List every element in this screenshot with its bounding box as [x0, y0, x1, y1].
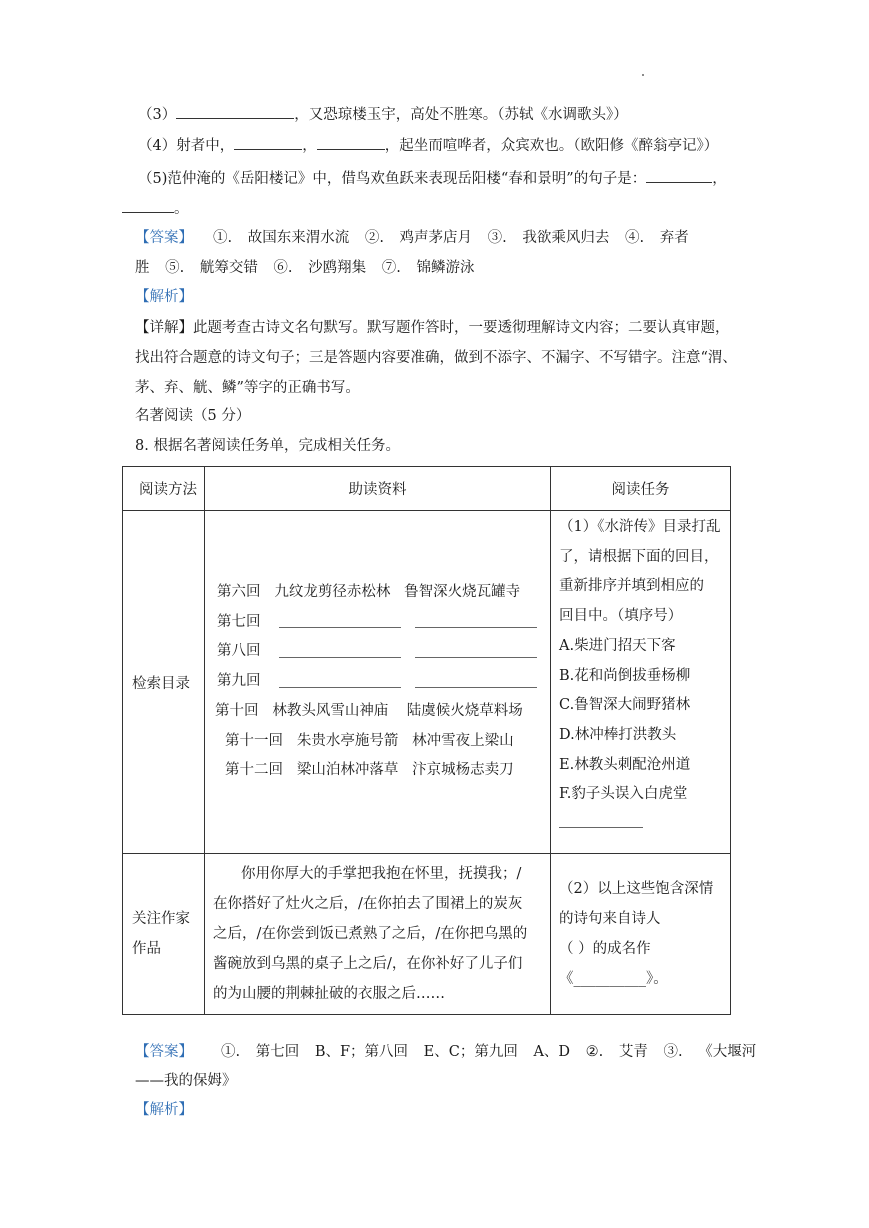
blank: [279, 615, 401, 628]
option-f: F.豹子头误入白虎堂: [559, 786, 688, 803]
reading-task-table: [122, 466, 731, 1015]
blank: [415, 615, 537, 628]
poem-excerpt: 你用你厚大的手掌把我抱在怀里，抚摸我；/ 在你搭好了灶火之后，/在你拍去了围裙上的炭灰 之后，/在你尝到饭已煮熟了之后，/在你把乌黑的 酱碗放到乌黑的桌子上之后/，在你补好了儿子们 的为山腰的荆棘扯破的衣服之后……: [205, 854, 551, 1015]
chapter-6: 第六回 九纹龙剪径赤松林 鲁智深火烧瓦罐寺: [217, 584, 521, 601]
option-c: C.鲁智深大闹野猪林: [559, 697, 691, 714]
answer-2-line-2: ——我的保姆》: [135, 1073, 237, 1089]
task-2: （2）以上这些饱含深情 的诗句来自诗人 （ ）的成名作 《__________》。: [551, 854, 731, 1015]
option-e: E.林教头刺配沧州道: [559, 756, 691, 773]
chapter-list: [205, 511, 551, 854]
analysis-1-line-1: 【详解】此题考查古诗文名句默写。默写题作答时，一要透彻理解诗文内容；二要认真审题，: [135, 320, 730, 336]
blank: [176, 104, 294, 119]
method-author: 关注作家 作品: [123, 854, 205, 1015]
blank: [559, 813, 643, 828]
header-task: 阅读任务: [551, 467, 731, 511]
analysis-2-tag: 【解析】: [135, 1102, 193, 1118]
question-8: 8. 根据名著阅读任务单，完成相关任务。: [135, 438, 400, 454]
header-method: 阅读方法: [123, 467, 205, 511]
option-a: A.柴进门招天下客: [559, 637, 676, 654]
chapter-11: 第十一回 朱贵水亭施号箭 林冲雪夜上梁山: [225, 732, 514, 749]
answer-1-line-1: 【答案】 ①. 故国东来渭水流 ②. 鸡声茅店月 ③. 我欲乘风归去 ④. 弃者: [135, 230, 689, 246]
method-catalog: 检索目录: [123, 511, 205, 854]
blank: [122, 198, 174, 213]
blank: [415, 675, 537, 688]
chapter-8: 第八回: [215, 637, 550, 667]
question-5: （5)范仲淹的《岳阳楼记》中，借鸟欢鱼跃来表现岳阳楼“春和景明”的句子是： ，: [138, 168, 727, 189]
table-header-row: [123, 467, 731, 511]
header-material: 助读资料: [205, 467, 551, 511]
analysis-1-line-3: 茅、弃、觥、鳞”等字的正确书写。: [135, 380, 360, 396]
answer-2-line-1: 【答案】 ①. 第七回 B、F；第八回 E、C；第九回 A、D ②. 艾青 ③. 《大堰河: [135, 1044, 757, 1060]
question-3: （3） ，又恐琼楼玉宇，高处不胜寒。（苏轼《水调歌头》）: [138, 104, 628, 125]
option-b: B.花和尚倒拔垂杨柳: [559, 667, 691, 684]
answer-1-line-2: 胜 ⑤. 觥筹交错 ⑥. 沙鸥翔集 ⑦. 锦鳞游泳: [135, 260, 475, 276]
question-5-continued: 。: [122, 198, 189, 219]
blank: [317, 135, 385, 150]
blank: [279, 675, 401, 688]
option-d: D.林冲棒打洪教头: [559, 726, 677, 743]
section-title: 名著阅读（5 分）: [135, 408, 251, 424]
blank: [234, 135, 302, 150]
chapter-10: 第十回 林教头风雪山神庙 陆虞候火烧草料场: [215, 702, 523, 719]
page-dot: [642, 74, 644, 76]
analysis-1-line-2: 找出符合题意的诗文句子；三是答题内容要准确，做到不添字、不漏字、不写错字。注意“渭、: [135, 350, 737, 366]
task-1: （1）《水浒传》目录打乱 了，请根据下面的回目， 重新排序并填到相应的 回目中。（填序号） A.柴进门招天下客 B.花和尚倒拔垂杨柳 C.鲁智深大闹野猪林 D.林冲棒打洪教头 E.林教头刺配沧州道 F.豹子头误入白虎堂: [551, 511, 731, 854]
chapter-7: 第七回: [215, 608, 550, 638]
chapter-9: 第九回: [215, 667, 550, 697]
chapter-12: 第十二回 梁山泊林冲落草 汴京城杨志卖刀: [225, 762, 514, 779]
blank: [646, 168, 712, 183]
blank: [279, 645, 401, 658]
analysis-1-tag: 【解析】: [135, 289, 193, 305]
table-row-catalog: [123, 511, 731, 854]
table-row-author: [123, 854, 731, 1015]
blank: [415, 645, 537, 658]
question-4: （4）射者中， ， ，起坐而喧哗者，众宾欢也。（欧阳修《醉翁亭记》）: [138, 135, 718, 156]
